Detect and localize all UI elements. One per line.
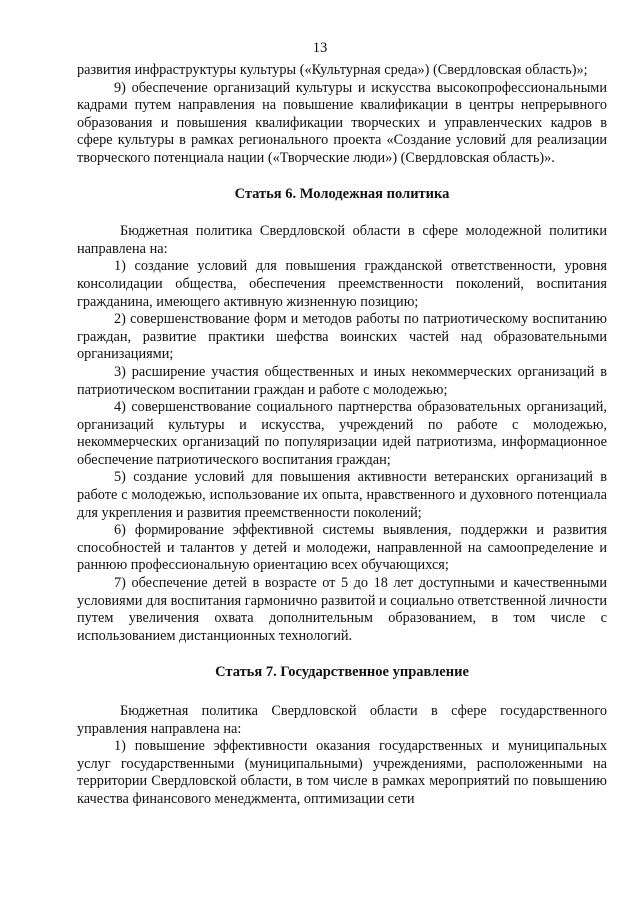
spacer: [77, 168, 607, 186]
article-6-item-1: 1) создание условий для повышения гражданской ответственности, уровня консолидации общества, обеспечения преемственности поколений, воспитания гражданина, имеющего активную жизненную позицию;: [77, 258, 607, 310]
article-6-intro: Бюджетная политика Свердловской области в сфере молодежной политики направлена на:: [77, 223, 607, 257]
article-6-item-7: 7) обеспечение детей в возрасте от 5 до 18 лет доступными и качественными условиями для воспитания гармонично развитой и социально ответственной личности путем увеличения охвата дополнительным образованием, в том числе с использованием дистанционных технологий.: [77, 575, 607, 644]
article-6-item-4: 4) совершенствование социального партнерства образовательных организаций, организаций культуры и искусства, учреждений по работе с молодежью, некоммерческих организаций по популяризации идей патриотизма, информационное обеспечение патриотического воспитания граждан;: [77, 399, 607, 468]
article-6-heading: Статья 6. Молодежная политика: [234, 185, 450, 202]
spacer: [77, 203, 607, 223]
article-7-intro: Бюджетная политика Свердловской области в сфере государственного управления направлена на:: [77, 703, 607, 737]
spacer: [77, 645, 607, 664]
article-6-item-5: 5) создание условий для повышения активности ветеранских организаций в работе с молодежью, использование их опыта, нравственного и духовного потенциала для укрепления и развития преемственности поколений;: [77, 469, 607, 521]
article-7-heading: Статья 7. Государственное управление: [215, 664, 469, 681]
article-7-item-1: 1) повышение эффективности оказания государственных и муниципальных услуг государственными (муниципальными) учреждениями, расположенными на территории Свердловской области, в том числе в рамках мероприятий по повышению качества финансового менеджмента, оптимизации сети: [77, 738, 607, 807]
spacer: [77, 682, 607, 703]
article-6-item-2: 2) совершенствование форм и методов работы по патриотическому воспитанию граждан, развитие практики шефства воинских частей над образовательными организациями;: [77, 311, 607, 363]
continued-paragraph: развития инфраструктуры культуры («Культурная среда») (Свердловская область)»;: [77, 62, 588, 78]
article-6-item-3: 3) расширение участия общественных и иных некоммерческих организаций в патриотическом воспитании граждан и работе с молодежью;: [77, 363, 607, 398]
page-number: 13: [312, 40, 328, 56]
list-item-9: 9) обеспечение организаций культуры и искусства высокопрофессиональными кадрами путем направления на повышение квалификации в центры непрерывного образования и повышения квалификации творческих и управленческих кадров в сфере культуры в рамках регионального проекта «Создание условий для реализации творческого потенциала нации («Творческие люди») (Свердловская область)».: [77, 79, 607, 166]
document-body: [77, 62, 607, 809]
article-6-item-6: 6) формирование эффективной системы выявления, поддержки и развития способностей и талантов у детей и молодежи, направленной на самоопределение и раннюю профессиональную ориентацию всех обучающихся;: [77, 522, 607, 574]
